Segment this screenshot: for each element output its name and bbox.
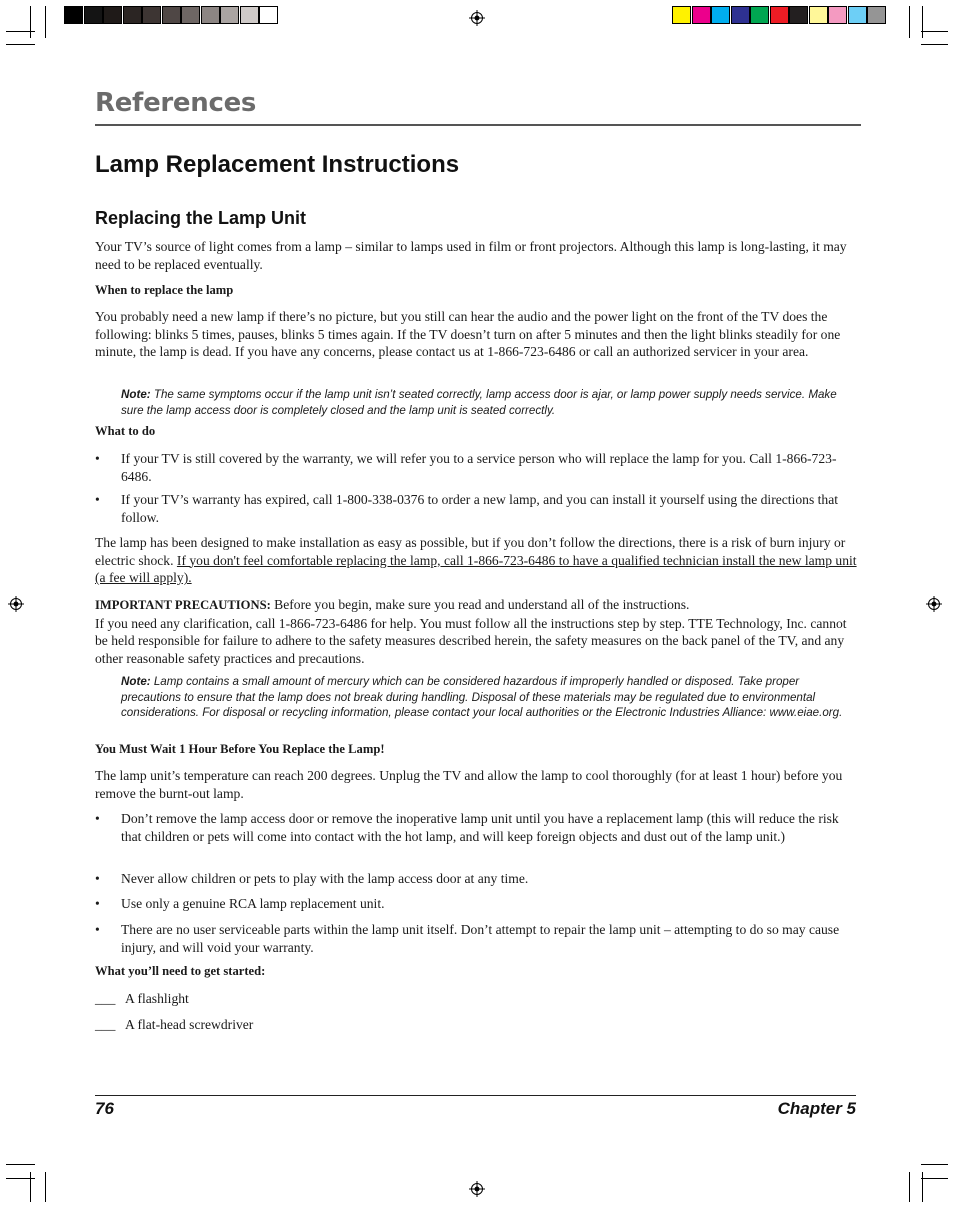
note-symptoms — [121, 387, 861, 418]
checklist-item: A flat-head screwdriver — [125, 1017, 254, 1032]
checklist-blank: ___ — [95, 991, 116, 1006]
color-swatch — [692, 6, 711, 24]
registration-mark-icon — [469, 1181, 485, 1197]
color-swatch — [672, 6, 691, 24]
when-paragraph: You probably need a new lamp if there’s no picture, but you still can hear the audio and the power light on the front of the TV does the following: blinks 5 times, pauses, blinks 5 times again. If the TV doesn’t turn on after 5 minutes and then the light blinks steadily for one minute, the lamp is dead. If you have any concerns, please contact us at 1-866-723-6486 or call an authorized servicer in your area. — [95, 309, 841, 360]
registration-mark-icon — [8, 596, 24, 612]
list-item: Don’t remove the lamp access door or remove the inoperative lamp unit until you have a replacement lamp (this will reduce the risk that children or pets will come into contact with the hot lamp, and will keep foreign objects and dust out of the lamp unit.) — [121, 811, 839, 844]
subsection-title: Replacing the Lamp Unit — [95, 208, 307, 228]
chapter-label: Chapter 5 — [777, 1099, 856, 1118]
color-swatch — [731, 6, 750, 24]
bullet-icon: • — [95, 811, 100, 826]
color-swatch — [123, 6, 142, 24]
color-swatch — [142, 6, 161, 24]
header-rule — [95, 124, 861, 126]
color-swatch — [84, 6, 103, 24]
precautions-text: Before you begin, make sure you read and understand all of the instructions. — [274, 597, 690, 612]
color-swatch — [828, 6, 847, 24]
page-title: Lamp Replacement Instructions — [95, 151, 460, 178]
wait-heading: You Must Wait 1 Hour Before You Replace the Lamp! — [95, 742, 385, 756]
color-swatch — [181, 6, 200, 24]
needs-heading: What you’ll need to get started: — [95, 964, 266, 978]
section-title: References — [95, 88, 257, 118]
color-swatch — [867, 6, 886, 24]
registration-mark-icon — [926, 596, 942, 612]
bullet-icon: • — [95, 896, 100, 911]
color-swatch — [220, 6, 239, 24]
list-item: If your TV is still covered by the warranty, we will refer you to a service person who will replace the lamp for you. Call 1-866-723-6486. — [121, 451, 837, 484]
note-mercury — [121, 674, 861, 721]
list-item: Use only a genuine RCA lamp replacement unit. — [121, 896, 385, 911]
note-text: Lamp contains a small amount of mercury which can be considered hazardous if improperly handled or disposed. Take proper precautions to ensure that the lamp does not break during handling. Disposal of these materials may be regulated due to environmental considerations. For disposal or recycling information, please contact your local authorities or the Electronic Industries Alliance: www.eiae.org. — [121, 675, 843, 720]
page-number: 76 — [95, 1099, 114, 1118]
precautions-paragraph — [95, 596, 860, 667]
color-swatch — [809, 6, 828, 24]
color-swatch — [240, 6, 259, 24]
color-swatch — [789, 6, 808, 24]
footer-rule — [95, 1095, 856, 1096]
note-label: Note: — [121, 388, 151, 401]
color-swatch — [848, 6, 867, 24]
bullet-icon: • — [95, 451, 100, 466]
design-text: The lamp has been designed to make installation as easy as possible, but if you don’t follow the directions, there is a risk of burn injury or electric shock. — [95, 535, 846, 568]
color-swatch — [259, 6, 278, 24]
color-swatch — [103, 6, 122, 24]
color-swatch — [711, 6, 730, 24]
checklist-blank: ___ — [95, 1017, 116, 1032]
checklist-item: A flashlight — [125, 991, 189, 1006]
what-heading: What to do — [95, 424, 156, 438]
color-swatch — [750, 6, 769, 24]
list-item: Never allow children or pets to play with the lamp access door at any time. — [121, 871, 529, 886]
registration-mark-icon — [469, 10, 485, 26]
precautions-text-continued: If you need any clarification, call 1-866-723-6486 for help. You must follow all the instructions step by step. TTE Technology, Inc. cannot be held responsible for failure to adhere to the safety measures described herein, the safety measures on the back panel of the TV, and any other reasonable safety practices and precautions. — [95, 615, 847, 666]
bullet-icon: • — [95, 871, 100, 886]
list-item: There are no user serviceable parts within the lamp unit itself. Don’t attempt to repair the lamp unit – attempting to do so may cause injury, and will void your warranty. — [121, 922, 840, 955]
bullet-icon: • — [95, 492, 100, 507]
color-swatch — [770, 6, 789, 24]
bullet-icon: • — [95, 922, 100, 937]
when-heading: When to replace the lamp — [95, 283, 234, 297]
color-swatch — [162, 6, 181, 24]
precautions-label: IMPORTANT PRECAUTIONS: — [95, 598, 271, 612]
list-item: If your TV’s warranty has expired, call 1-800-338-0376 to order a new lamp, and you can install it yourself using the directions that follow. — [121, 492, 839, 525]
note-text: The same symptoms occur if the lamp unit isn’t seated correctly, lamp access door is ajar, or lamp power supply needs service. Make sure the lamp access door is completely closed and the lamp unit is seated correctly. — [121, 388, 837, 417]
color-swatch — [201, 6, 220, 24]
note-label: Note: — [121, 675, 151, 688]
color-swatch — [64, 6, 83, 24]
qualified-technician-notice: If you don't feel comfortable replacing the lamp, call 1-866-723-6486 to have a qualified technician install the new lamp unit (a fee will apply). — [95, 552, 857, 586]
design-paragraph — [95, 534, 860, 587]
intro-paragraph: Your TV’s source of light comes from a lamp – similar to lamps used in film or front projectors. Although this lamp is long-lasting, it may need to be replaced eventually. — [95, 239, 847, 272]
wait-paragraph: The lamp unit’s temperature can reach 200 degrees. Unplug the TV and allow the lamp to cool thoroughly (for at least 1 hour) before you remove the burnt-out lamp. — [95, 768, 843, 801]
